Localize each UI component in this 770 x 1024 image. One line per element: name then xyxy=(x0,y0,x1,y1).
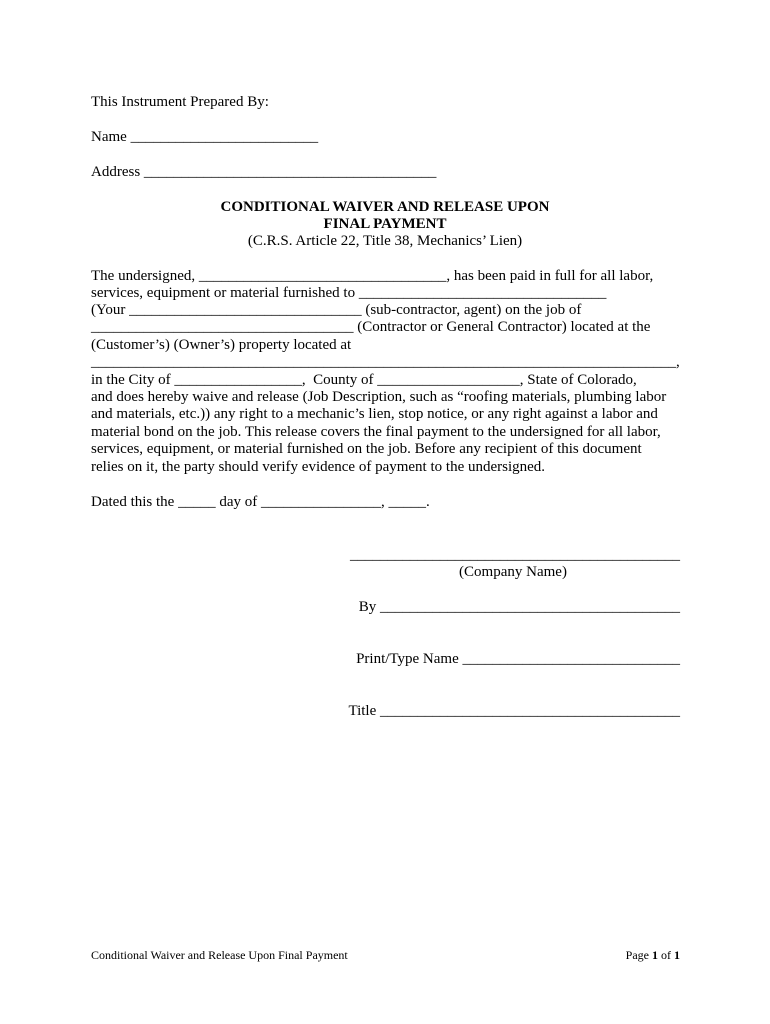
address-field-line: Address _______________________________________ xyxy=(91,164,437,180)
body-line: (Your _______________________________ (sub-contractor, agent) on the job of xyxy=(91,302,582,318)
body-line: material bond on the job. This release covers the final payment to the undersigned for all labor, xyxy=(91,424,661,440)
name-field-line: Name _________________________ xyxy=(91,129,319,145)
page-of: of xyxy=(658,948,674,962)
document-subtitle: (C.R.S. Article 22, Title 38, Mechanics’ Lien) xyxy=(247,233,523,249)
body-line: and does hereby waive and release (Job Description, such as “roofing materials, plumbing labor xyxy=(91,389,667,405)
body-line: relies on it, the party should verify evidence of payment to the undersigned. xyxy=(91,459,546,475)
prepared-by-label: This Instrument Prepared By: xyxy=(91,94,269,110)
body-line: (Customer’s) (Owner’s) property located at xyxy=(91,337,352,353)
body-line: services, equipment, or material furnished on the job. Before any recipient of this document xyxy=(91,441,642,457)
dated-line: Dated this the _____ day of ________________, _____. xyxy=(91,494,430,510)
footer-document-title: Conditional Waiver and Release Upon Final Payment xyxy=(91,948,348,962)
page-total: 1 xyxy=(674,948,680,962)
page-prefix: Page xyxy=(625,948,652,962)
body-line: The undersigned, _________________________________, has been paid in full for all labor, xyxy=(91,268,654,284)
document-title-line-1: CONDITIONAL WAIVER AND RELEASE UPON xyxy=(220,199,550,215)
body-line: services, equipment or material furnished to _________________________________ xyxy=(91,285,607,301)
print-type-name-line: Print/Type Name _____________________________ xyxy=(356,651,680,667)
company-name-label: (Company Name) xyxy=(459,564,567,580)
by-signature-line: By ________________________________________ xyxy=(358,599,680,615)
body-line: and materials, etc.)) any right to a mechanic’s lien, stop notice, or any right against a labor and xyxy=(91,406,658,422)
title-signature-line: Title ________________________________________ xyxy=(348,703,680,719)
body-line: in the City of _________________, County of ___________________, State of Colorado, xyxy=(91,372,637,388)
document-title-line-2: FINAL PAYMENT xyxy=(323,216,447,232)
body-line: ___________________________________ (Contractor or General Contractor) located at the xyxy=(91,319,651,335)
body-line: ______________________________________________________________________________, xyxy=(91,354,680,370)
footer-page-number xyxy=(626,948,680,963)
page-current: 1 xyxy=(652,948,658,962)
company-signature-rule: ____________________________________________ xyxy=(350,547,680,563)
